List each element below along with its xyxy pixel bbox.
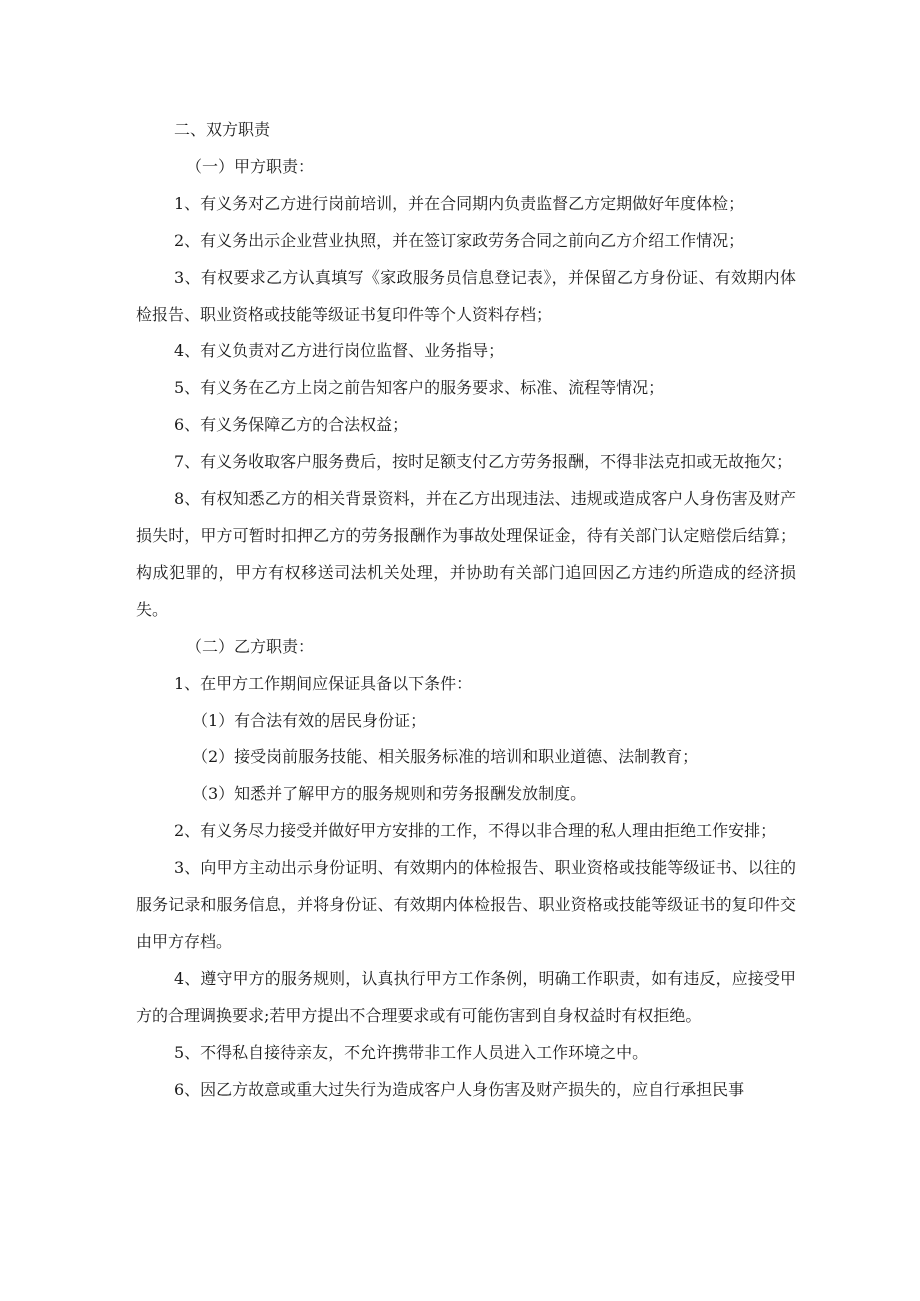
- party-b-subitem: （1）有合法有效的居民身份证；: [192, 710, 427, 730]
- party-b-heading: （二）乙方职责：: [186, 636, 315, 656]
- section-title: 二、双方职责: [174, 120, 271, 139]
- party-b-item: 1、在甲方工作期间应保证具备以下条件：: [174, 673, 473, 693]
- party-b-item: 6、因乙方故意或重大过失行为造成客户人身伤害及财产损失的，应自行承担民事: [174, 1079, 745, 1099]
- party-a-heading: （一）甲方职责：: [186, 156, 315, 176]
- party-a-item: 6、有义务保障乙方的合法权益；: [174, 415, 409, 435]
- party-b-subitem: （2）接受岗前服务技能、相关服务标准的培训和职业道德、法制教育；: [192, 747, 699, 767]
- party-b-item: 2、有义务尽力接受并做好甲方安排的工作，不得以非合理的私人理由拒绝工作安排；: [174, 821, 777, 841]
- party-a-item: 8、有权知悉乙方的相关背景资料，并在乙方出现违法、违规或造成客户人身伤害及财产损失时，甲方可暂时扣押乙方的劳务报酬作为事故处理保证金，待有关部门认定赔偿后结算；构成犯罪的，甲方有权移送司法机关处理，并协助有关部门追回因乙方违约所造成的经济损失。: [136, 489, 796, 619]
- party-a-item: 4、有义负责对乙方进行岗位监督、业务指导；: [174, 341, 505, 361]
- party-a-item: 5、有义务在乙方上岗之前告知客户的服务要求、标准、流程等情况；: [174, 378, 665, 398]
- party-b-item: 4、遵守甲方的服务规则，认真执行甲方工作条例，明确工作职责，如有违反，应接受甲方的合理调换要求;若甲方提出不合理要求或有可能伤害到自身权益时有权拒绝。: [136, 968, 796, 1025]
- party-a-item: 2、有义务出示企业营业执照，并在签订家政劳务合同之前向乙方介绍工作情况；: [174, 230, 745, 250]
- party-a-item: 1、有义务对乙方进行岗前培训，并在合同期内负责监督乙方定期做好年度体检；: [174, 193, 745, 213]
- party-b-subitem: （3）知悉并了解甲方的服务规则和劳务报酬发放制度。: [192, 784, 587, 804]
- party-b-item: 5、不得私自接待亲友，不允许携带非工作人员进入工作环境之中。: [174, 1042, 649, 1062]
- party-b-item: 3、向甲方主动出示身份证明、有效期内的体检报告、职业资格或技能等级证书、以往的服务记录和服务信息，并将身份证、有效期内体检报告、职业资格或技能等级证书的复印件交由甲方存档。: [136, 858, 796, 951]
- party-a-item: 3、有权要求乙方认真填写《家政服务员信息登记表》，并保留乙方身份证、有效期内体检报告、职业资格或技能等级证书复印件等个人资料存档；: [136, 267, 796, 324]
- party-a-item: 7、有义务收取客户服务费后，按时足额支付乙方劳务报酬，不得非法克扣或无故拖欠；: [174, 452, 793, 472]
- document-body: [136, 112, 796, 1108]
